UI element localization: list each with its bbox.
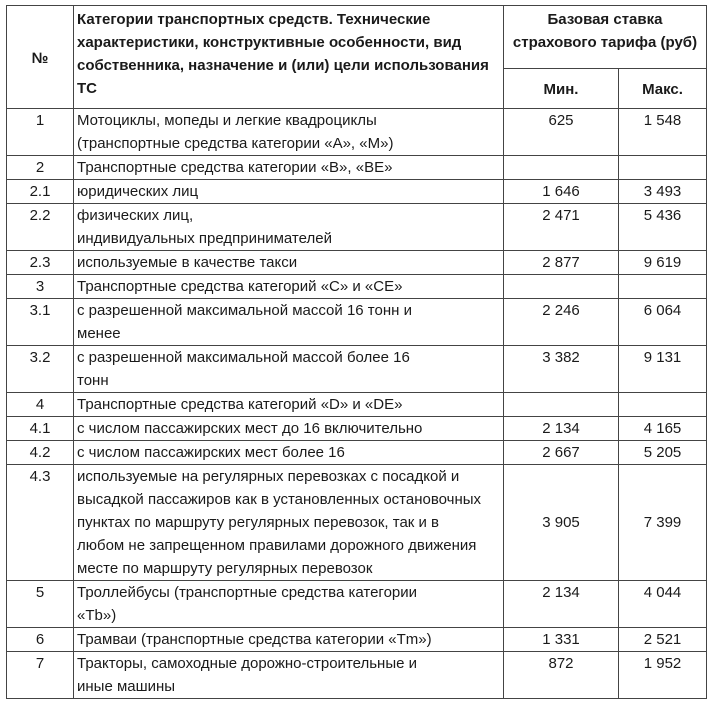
row-max-rate bbox=[619, 393, 707, 417]
row-max-rate: 9 131 bbox=[619, 346, 707, 393]
row-min-rate bbox=[504, 275, 619, 299]
row-max-rate: 7 399 bbox=[619, 465, 707, 581]
description-line: с разрешенной максимальной массой более 16 bbox=[77, 349, 410, 366]
description-line: с числом пассажирских мест более 16 bbox=[77, 444, 345, 461]
table-row bbox=[7, 652, 707, 699]
row-min-rate: 2 246 bbox=[504, 299, 619, 346]
row-min-rate: 3 905 bbox=[504, 465, 619, 581]
description-line: тонн bbox=[77, 372, 109, 389]
description-line: Транспортные средства категорий «D» и «DE» bbox=[77, 396, 403, 413]
row-number: 7 bbox=[7, 652, 74, 699]
table-row bbox=[7, 393, 707, 417]
table-row bbox=[7, 275, 707, 299]
table-header bbox=[7, 6, 707, 109]
row-number: 1 bbox=[7, 109, 74, 156]
header-max: Макс. bbox=[619, 69, 707, 109]
row-description bbox=[74, 628, 504, 652]
row-max-rate: 1 548 bbox=[619, 109, 707, 156]
description-line: физических лиц, bbox=[77, 207, 194, 224]
row-number: 4.2 bbox=[7, 441, 74, 465]
row-description bbox=[74, 109, 504, 156]
row-number: 4.3 bbox=[7, 465, 74, 581]
row-number: 4 bbox=[7, 393, 74, 417]
description-line: Тракторы, самоходные дорожно-строительные и bbox=[77, 655, 418, 672]
description-line: используемые в качестве такси bbox=[77, 254, 298, 271]
row-description bbox=[74, 204, 504, 251]
row-min-rate: 2 134 bbox=[504, 417, 619, 441]
row-min-rate bbox=[504, 393, 619, 417]
row-min-rate: 872 bbox=[504, 652, 619, 699]
row-max-rate: 4 165 bbox=[619, 417, 707, 441]
row-number: 2.3 bbox=[7, 251, 74, 275]
row-max-rate bbox=[619, 275, 707, 299]
row-min-rate: 1 331 bbox=[504, 628, 619, 652]
row-number: 6 bbox=[7, 628, 74, 652]
row-min-rate: 3 382 bbox=[504, 346, 619, 393]
row-max-rate bbox=[619, 156, 707, 180]
row-min-rate bbox=[504, 156, 619, 180]
description-line: Транспортные средства категорий «C» и «CE» bbox=[77, 278, 403, 295]
row-description bbox=[74, 299, 504, 346]
row-max-rate: 9 619 bbox=[619, 251, 707, 275]
row-number: 3.1 bbox=[7, 299, 74, 346]
row-description bbox=[74, 393, 504, 417]
table-body bbox=[7, 109, 707, 699]
description-line: Троллейбусы (транспортные средства категории bbox=[77, 584, 418, 601]
row-description bbox=[74, 346, 504, 393]
table-row bbox=[7, 204, 707, 251]
row-min-rate: 2 134 bbox=[504, 581, 619, 628]
description-line: используемые на регулярных перевозках с посадкой и bbox=[77, 468, 460, 485]
row-min-rate: 2 667 bbox=[504, 441, 619, 465]
table-row bbox=[7, 299, 707, 346]
table-row bbox=[7, 465, 707, 581]
row-number: 5 bbox=[7, 581, 74, 628]
header-rate: Базовая ставка страхового тарифа (руб) bbox=[504, 6, 707, 69]
row-max-rate: 4 044 bbox=[619, 581, 707, 628]
row-min-rate: 2 877 bbox=[504, 251, 619, 275]
row-number: 2 bbox=[7, 156, 74, 180]
row-number: 2.1 bbox=[7, 180, 74, 204]
table-row bbox=[7, 251, 707, 275]
row-min-rate: 2 471 bbox=[504, 204, 619, 251]
row-max-rate: 6 064 bbox=[619, 299, 707, 346]
description-line: с разрешенной максимальной массой 16 тонн и bbox=[77, 302, 412, 319]
description-line: юридических лиц bbox=[77, 183, 199, 200]
row-description bbox=[74, 275, 504, 299]
row-max-rate: 2 521 bbox=[619, 628, 707, 652]
table-row bbox=[7, 628, 707, 652]
row-number: 4.1 bbox=[7, 417, 74, 441]
table-row bbox=[7, 581, 707, 628]
table-row bbox=[7, 156, 707, 180]
description-line: Трамваи (транспортные средства категории «Tm») bbox=[77, 631, 432, 648]
row-min-rate: 1 646 bbox=[504, 180, 619, 204]
table-row bbox=[7, 417, 707, 441]
row-number: 2.2 bbox=[7, 204, 74, 251]
row-min-rate: 625 bbox=[504, 109, 619, 156]
row-description bbox=[74, 417, 504, 441]
description-line: пунктах по маршруту регулярных перевозок, так и в bbox=[77, 514, 440, 531]
header-num: № bbox=[7, 6, 74, 109]
row-max-rate: 1 952 bbox=[619, 652, 707, 699]
table-row bbox=[7, 441, 707, 465]
row-description bbox=[74, 441, 504, 465]
row-description bbox=[74, 581, 504, 628]
description-line: месте по маршруту регулярных перевозок bbox=[77, 560, 373, 577]
description-line: Мотоциклы, мопеды и легкие квадроциклы bbox=[77, 112, 377, 129]
table-row bbox=[7, 180, 707, 204]
row-max-rate: 5 205 bbox=[619, 441, 707, 465]
row-description bbox=[74, 251, 504, 275]
row-number: 3.2 bbox=[7, 346, 74, 393]
header-min: Мин. bbox=[504, 69, 619, 109]
description-line: менее bbox=[77, 325, 121, 342]
description-line: Транспортные средства категории «B», «BE» bbox=[77, 159, 393, 176]
row-number: 3 bbox=[7, 275, 74, 299]
table-row bbox=[7, 346, 707, 393]
description-line: высадкой пассажиров как в установленных остановочных bbox=[77, 491, 482, 508]
description-line: индивидуальных предпринимателей bbox=[77, 230, 332, 247]
row-description bbox=[74, 156, 504, 180]
row-max-rate: 3 493 bbox=[619, 180, 707, 204]
row-description bbox=[74, 180, 504, 204]
row-description bbox=[74, 465, 504, 581]
tariff-table bbox=[6, 5, 707, 699]
header-description: Категории транспортных средств. Технические характеристики, конструктивные особенности, вид собственника, назначение и (или) цели использования ТС bbox=[74, 6, 504, 109]
row-description bbox=[74, 652, 504, 699]
description-line: с числом пассажирских мест до 16 включительно bbox=[77, 420, 423, 437]
description-line: любом не запрещенном правилами дорожного движения bbox=[77, 537, 477, 554]
description-line: иные машины bbox=[77, 678, 176, 695]
description-line: (транспортные средства категории «A», «M») bbox=[77, 135, 394, 152]
description-line: «Tb») bbox=[77, 607, 117, 624]
table-row bbox=[7, 109, 707, 156]
row-max-rate: 5 436 bbox=[619, 204, 707, 251]
